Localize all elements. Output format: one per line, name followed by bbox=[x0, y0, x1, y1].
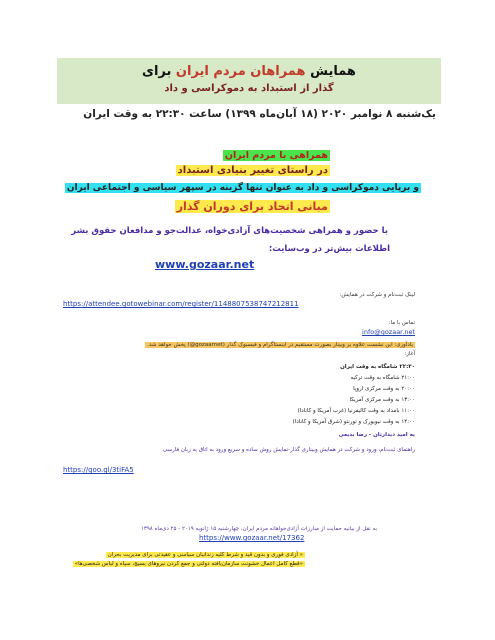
banner-title bbox=[57, 64, 441, 79]
theme-line-1-text: همراهی با مردم ایران bbox=[224, 150, 328, 161]
header-banner bbox=[57, 58, 441, 104]
banner-title-post: برای bbox=[142, 64, 176, 79]
theme-line-2-text: در راستای تغییر بنیادی استبداد bbox=[177, 165, 328, 176]
contact-label: تماس با ما: bbox=[388, 320, 415, 326]
footer-demand-2 bbox=[73, 561, 305, 567]
time-item-4: ۱۳:۰۰ به وقت مرکزی آمریکا bbox=[349, 397, 415, 403]
participants-line: با حضور و همراهی شخصیت‌های آزادی‌خواه، عدالت‌جو و مدافعان حقوق بشر bbox=[71, 226, 388, 236]
banner-title-pre: همایش bbox=[305, 64, 356, 79]
info-line: اطلاعات بیش‌تر در وب‌سایت: bbox=[268, 244, 390, 254]
theme-line-2 bbox=[176, 165, 330, 176]
theme-line-3 bbox=[65, 183, 421, 193]
broadcast-note bbox=[145, 342, 415, 348]
time-item-5: ۱۱:۰۰ بامداد به وقت کالیفرنیا (غرب آمریکا و کانادا) bbox=[297, 408, 415, 414]
theme-line-3-text: و برپایی دموکراسی و داد به عنوان تنها گزینه در سپهر سیاسی و اجتماعی ایران bbox=[66, 183, 419, 193]
footer-quote-source: به نقل از بیانیه حمایت از مبارزات آزادی‌خواهانه مردم ایران، چهارشنبه ۱۵ ژانویه ۲۰۱۹ - ۲۵ دی‌ماه ۱۳۹۸ bbox=[140, 526, 377, 532]
register-label: لینک ثبت‌نام و شرکت در همایش: bbox=[339, 292, 415, 298]
time-item-6: ۱۴:۰۰ به وقت نیویورک و تورنتو (شرق آمریکا و کانادا) bbox=[292, 419, 415, 425]
footer-demand-1 bbox=[106, 552, 305, 558]
footer-demand-2-text: «قطع کامل اعمال خشونت سازمان‌یافته دولتی و جمع کردن نیروهای بسیج، سپاه و لباس شخصی‌ها» bbox=[74, 561, 303, 567]
website-link[interactable]: www.gozaar.net bbox=[155, 258, 255, 271]
banner-title-highlight: همراهان مردم ایران bbox=[175, 64, 306, 79]
time-item-1: ۲۲:۳۰ شامگاه به وقت ایران bbox=[340, 364, 415, 370]
footer-demand-1-text: « آزادی فوری و بدون قید و شرط کلیه زندانیان سیاسی و عقیدتی برای مدیریت بحران bbox=[107, 552, 303, 558]
footer-link[interactable]: https://www.gozaar.net/17362 bbox=[199, 534, 305, 542]
theme-line-4 bbox=[175, 200, 330, 213]
register-link[interactable]: https://attendee.gotowebinar.com/register/1148807538747212811 bbox=[63, 300, 299, 308]
closing-line: به امید دیدارتان - رضا بدیعی bbox=[338, 432, 415, 438]
start-label: آغاز: bbox=[404, 351, 415, 357]
guide-line: راهنمای ثبت‌نام، ورود و شرکت در همایش وبیناری گذار-نمایش روش ساده و سریع ورود به اتاق به زبان فارسی bbox=[162, 447, 415, 453]
event-date: یک‌شنبه ۸ نوامبر ۲۰۲۰ (۱۸ آبان‌ماه ۱۳۹۹) ساعت ۲۲:۳۰ به وقت ایران bbox=[83, 108, 436, 120]
guide-link[interactable]: https://goo.gl/3tiFA5 bbox=[63, 466, 134, 474]
time-item-3: ۲۰:۰۰ به وقت مرکزی اروپا bbox=[353, 386, 415, 392]
theme-line-4-text: مبانی اتحاد برای دوران گذار bbox=[176, 200, 328, 213]
theme-line-1 bbox=[223, 150, 330, 161]
contact-email-link[interactable]: info@gozaar.net bbox=[362, 328, 415, 336]
banner-subtitle: گذار از استبداد به دموکراسی و داد bbox=[164, 83, 334, 94]
time-item-2: ۲۱:۰۰ شامگاه به وقت ترکیه bbox=[350, 375, 415, 381]
broadcast-note-text: یادآوری: این نشست علاوه بر وبینار بصورت مستقیم در اینستاگرام و فیسبوک گذار (gozaarnet@) پخش خواهد شد. bbox=[147, 342, 413, 348]
